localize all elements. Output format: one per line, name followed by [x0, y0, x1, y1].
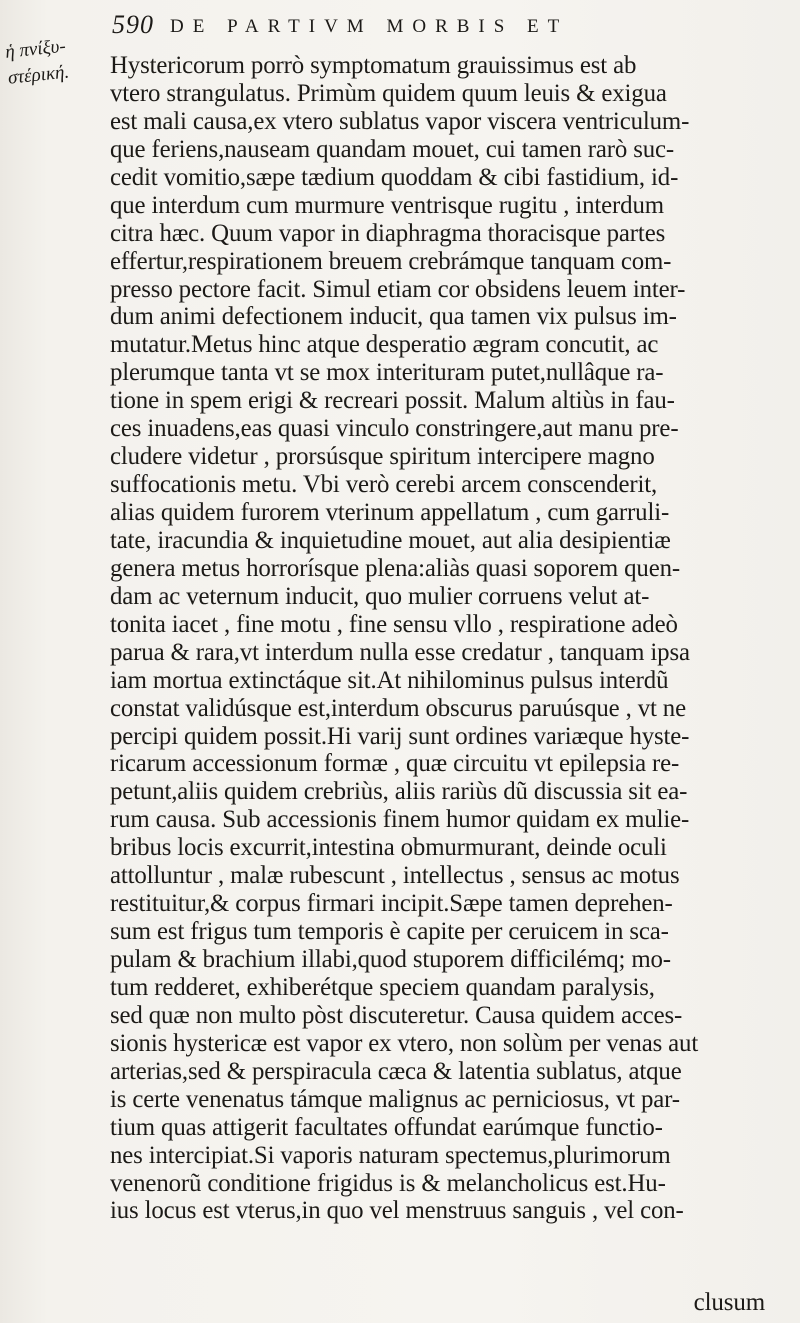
text-line: sed quæ non multo pòst discuteretur. Causa quidem acces- [110, 1001, 683, 1029]
text-line: dam ac veternum inducit, quo mulier corruens velut at- [110, 582, 650, 610]
text-line: sionis hystericæ est vapor ex vtero, non solùm per venas aut [110, 1029, 699, 1057]
text-line: percipi quidem possit.Hi varij sunt ordines variæque hyste- [110, 722, 690, 750]
text-line: sum est frigus tum temporis è capite per ceruicem in sca- [110, 918, 669, 946]
text-line: tium quas attigerit facultates offundat earúmque functio- [110, 1113, 663, 1141]
text-line: pulam & brachium illabi,quod stuporem difficilémq; mo- [110, 946, 671, 973]
text-line: plerumque tanta vt se mox interituram putet,nullâque ra- [110, 359, 664, 387]
page-number: 590 [112, 10, 154, 39]
text-line: attolluntur , malæ rubescunt , intellectus , sensus ac motus [110, 862, 680, 890]
text-line: tonita iacet , fine motu , fine sensu vllo , respiratione adeò [110, 610, 678, 638]
text-line: iam mortua extinctáque sit.At nihilominus pulsus interdũ [110, 666, 669, 694]
text-line: tate, iracundia & inquietudine mouet, aut alia desipientiæ [110, 526, 671, 554]
text-line: suffocationis metu. Vbi verò cerebi arcem conscenderit, [110, 471, 658, 499]
text-line: est mali causa,ex vtero sublatus vapor viscera ventriculum- [110, 107, 690, 135]
text-line: parua & rara,vt interdum nulla esse credatur , tanquam ipsa [110, 638, 690, 666]
text-line: dum animi defectionem inducit, qua tamen vix pulsus im- [110, 303, 677, 331]
text-line: nes intercipiat.Si vaporis naturam spectemus,plurimorum [110, 1141, 671, 1169]
text-line: alias quidem furorem vterinum appellatum , cum garruli- [110, 499, 670, 526]
text-line: constat validúsque est,interdum obscurus paruúsque , vt ne [110, 694, 686, 722]
greek-margin-note [4, 30, 109, 92]
text-line: que interdum cum murmure ventrisque rugitu , interdum [110, 191, 664, 219]
text-line: cedit vomitio,sæpe tædium quoddam & cibi fastidium, id- [110, 163, 679, 191]
text-line: petunt,aliis quidem crebriùs, aliis rariùs dũ discussia sit ea- [110, 778, 688, 806]
text-line: presso pectore facit. Simul etiam cor obsidens leuem inter- [110, 275, 686, 303]
text-line: genera metus horrorísque plena:aliàs quasi soporem quen- [110, 554, 681, 582]
text-line: restituitur,& corpus firmari incipit.Sæpe tamen deprehen- [110, 890, 673, 918]
text-line: rum causa. Sub accessionis finem humor quidam ex mulie- [110, 806, 690, 834]
body-text [110, 52, 790, 1225]
text-line: tum redderet, exhiberétque speciem quandam paralysis, [110, 973, 655, 1001]
text-line: ricarum accessionum formæ , quæ circuitu vt epilepsia re- [110, 750, 680, 778]
text-line: que feriens,nauseam quandam mouet, cui tamen rarò suc- [110, 135, 675, 163]
text-line: ius locus est vterus,in quo vel menstruus sanguis , vel con- [110, 1197, 684, 1225]
margin-note-line: στέρική. [6, 61, 71, 89]
running-head: DE PARTIVM MORBIS ET [170, 16, 569, 37]
text-line: bribus locis excurrit,intestina obmurmurant, deinde oculi [110, 834, 667, 862]
text-line: citra hæc. Quum vapor in diaphragma thoracisque partes [110, 219, 666, 247]
text-line: effertur,respirationem breuem crebrámque tanquam com- [110, 247, 672, 275]
text-line: mutatur.Metus hinc atque desperatio ægram concutit, ac [110, 331, 659, 359]
text-line: is certe venenatus támque malignus ac perniciosus, vt par- [110, 1085, 680, 1113]
text-line: arterias,sed & perspiracula cæca & latentia sublatus, atque [110, 1057, 682, 1085]
text-line: Hystericorum porrò symptomatum grauissimus est ab [110, 52, 637, 79]
text-line: vtero strangulatus. Primùm quidem quum leuis & exigua [110, 79, 667, 107]
text-line: cludere videtur , prorsúsque spiritum intercipere magno [110, 443, 655, 471]
text-line: tione in spem erigi & recreari possit. Malum altiùs in fau- [110, 387, 675, 415]
text-line: venenorũ conditione frigidus is & melancholicus est.Hu- [110, 1169, 666, 1197]
margin-note-line: ἡ πνίξυ- [4, 35, 67, 63]
text-line: ces inuadens,eas quasi vinculo constringere,aut manu pre- [110, 415, 679, 443]
catchword: clusum [693, 1289, 765, 1316]
page-header [112, 10, 752, 44]
